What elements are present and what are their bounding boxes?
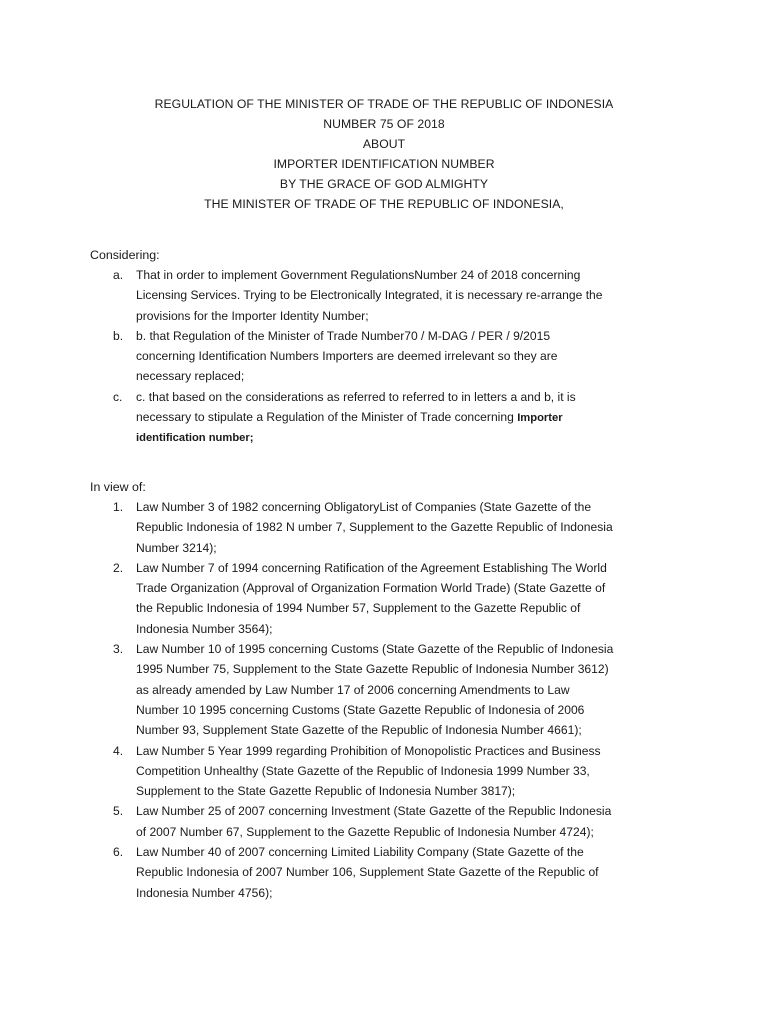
text-line: c. that based on the considerations as referred to referred to in letters a and b, it is bbox=[136, 389, 576, 404]
in-view-of-list bbox=[0, 497, 768, 903]
list-item-text bbox=[136, 639, 696, 740]
text-line: provisions for the Importer Identity Number; bbox=[136, 308, 369, 323]
text-line: Licensing Services. Trying to be Electronically Integrated, it is necessary re-arrange the bbox=[136, 288, 603, 303]
considering-item bbox=[0, 387, 768, 449]
list-item-text bbox=[136, 326, 696, 387]
text-line: Law Number 3 of 1982 concerning ObligatoryList of Companies (State Gazette of the bbox=[136, 500, 592, 514]
list-item-text bbox=[136, 558, 696, 639]
text-fragment: necessary to stipulate a Regulation of the Minister of Trade concerning bbox=[136, 410, 514, 425]
text-line: Indonesia Number 4756); bbox=[136, 885, 273, 900]
in-view-of-item bbox=[0, 842, 768, 903]
text-line: Number 10 1995 concerning Customs (State Gazette Republic of Indonesia of 2006 bbox=[136, 702, 585, 717]
text-line: the Republic Indonesia of 1994 Number 57, Supplement to the Gazette Republic of bbox=[136, 601, 581, 616]
list-marker: 5. bbox=[113, 804, 124, 819]
title-line: IMPORTER IDENTIFICATION NUMBER bbox=[273, 157, 495, 171]
text-line: identification number; bbox=[136, 432, 254, 445]
list-item-text bbox=[136, 741, 696, 802]
text-line: Law Number 10 of 1995 concerning Customs (State Gazette of the Republic of Indonesia bbox=[136, 642, 614, 657]
list-marker: 1. bbox=[113, 500, 124, 514]
in-view-of-item bbox=[0, 741, 768, 802]
text-line: Law Number 5 Year 1999 regarding Prohibition of Monopolistic Practices and Business bbox=[136, 743, 601, 758]
list-item-text bbox=[136, 387, 696, 449]
text-line: Supplement to the State Gazette Republic of Indonesia Number 3817); bbox=[136, 784, 516, 799]
in-view-of-item bbox=[0, 801, 768, 842]
considering-item bbox=[0, 265, 768, 326]
text-fragment: Importer bbox=[517, 412, 563, 425]
text-line: Number 93, Supplement State Gazette of the Republic of Indonesia Number 4661); bbox=[136, 723, 582, 738]
text-line: concerning Identification Numbers Importers are deemed irrelevant so they are bbox=[136, 349, 558, 364]
text-line: Indonesia Number 3564); bbox=[136, 621, 273, 636]
text-line: b. that Regulation of the Minister of Trade Number70 / M-DAG / PER / 9/2015 bbox=[136, 328, 551, 343]
list-marker: 2. bbox=[113, 560, 124, 575]
text-line: 1995 Number 75, Supplement to the State Gazette Republic of Indonesia Number 3612) bbox=[136, 662, 609, 677]
list-marker: 6. bbox=[113, 845, 124, 860]
list-item-text bbox=[136, 801, 696, 842]
list-item-text bbox=[136, 842, 696, 903]
text-line bbox=[136, 407, 696, 428]
considering-heading: Considering: bbox=[90, 248, 160, 262]
considering-item bbox=[0, 326, 768, 387]
list-item-text bbox=[136, 265, 696, 326]
in-view-of-item bbox=[0, 497, 768, 558]
text-line: Law Number 7 of 1994 concerning Ratification of the Agreement Establishing The World bbox=[136, 560, 607, 575]
in-view-of-item bbox=[0, 639, 768, 740]
text-line: Competition Unhealthy (State Gazette of the Republic of Indonesia 1999 Number 33, bbox=[136, 763, 590, 778]
in-view-of-item bbox=[0, 558, 768, 639]
list-item-text bbox=[136, 497, 696, 558]
list-marker: b. bbox=[113, 328, 124, 343]
text-line: Republic Indonesia of 1982 N umber 7, Supplement to the Gazette Republic of Indonesia bbox=[136, 520, 613, 535]
text-line: That in order to implement Government RegulationsNumber 24 of 2018 concerning bbox=[136, 268, 581, 282]
list-marker: 4. bbox=[113, 743, 124, 758]
list-marker: a. bbox=[113, 268, 124, 282]
text-line: Republic Indonesia of 2007 Number 106, Supplement State Gazette of the Republic of bbox=[136, 865, 599, 880]
text-line: Law Number 25 of 2007 concerning Investment (State Gazette of the Republic Indonesia bbox=[136, 804, 612, 819]
list-marker: 3. bbox=[113, 642, 124, 657]
title-line: THE MINISTER OF TRADE OF THE REPUBLIC OF INDONESIA, bbox=[204, 197, 564, 211]
title-line: NUMBER 75 OF 2018 bbox=[323, 117, 445, 131]
title-line: ABOUT bbox=[362, 137, 406, 151]
considering-list bbox=[0, 265, 768, 449]
title-line: BY THE GRACE OF GOD ALMIGHTY bbox=[279, 177, 489, 191]
in-view-of-heading: In view of: bbox=[90, 480, 146, 494]
text-line: necessary replaced; bbox=[136, 369, 245, 384]
text-line: Number 3214); bbox=[136, 540, 217, 555]
text-line: Law Number 40 of 2007 concerning Limited Liability Company (State Gazette of the bbox=[136, 845, 584, 860]
list-marker: c. bbox=[113, 389, 123, 404]
text-line: Trade Organization (Approval of Organization Formation World Trade) (State Gazette of bbox=[136, 581, 606, 596]
text-line: as already amended by Law Number 17 of 2006 concerning Amendments to Law bbox=[136, 682, 570, 697]
title-line: REGULATION OF THE MINISTER OF TRADE OF THE REPUBLIC OF INDONESIA bbox=[154, 97, 614, 111]
document-title-block bbox=[0, 94, 768, 214]
text-line: of 2007 Number 67, Supplement to the Gazette Republic of Indonesia Number 4724); bbox=[136, 824, 594, 839]
